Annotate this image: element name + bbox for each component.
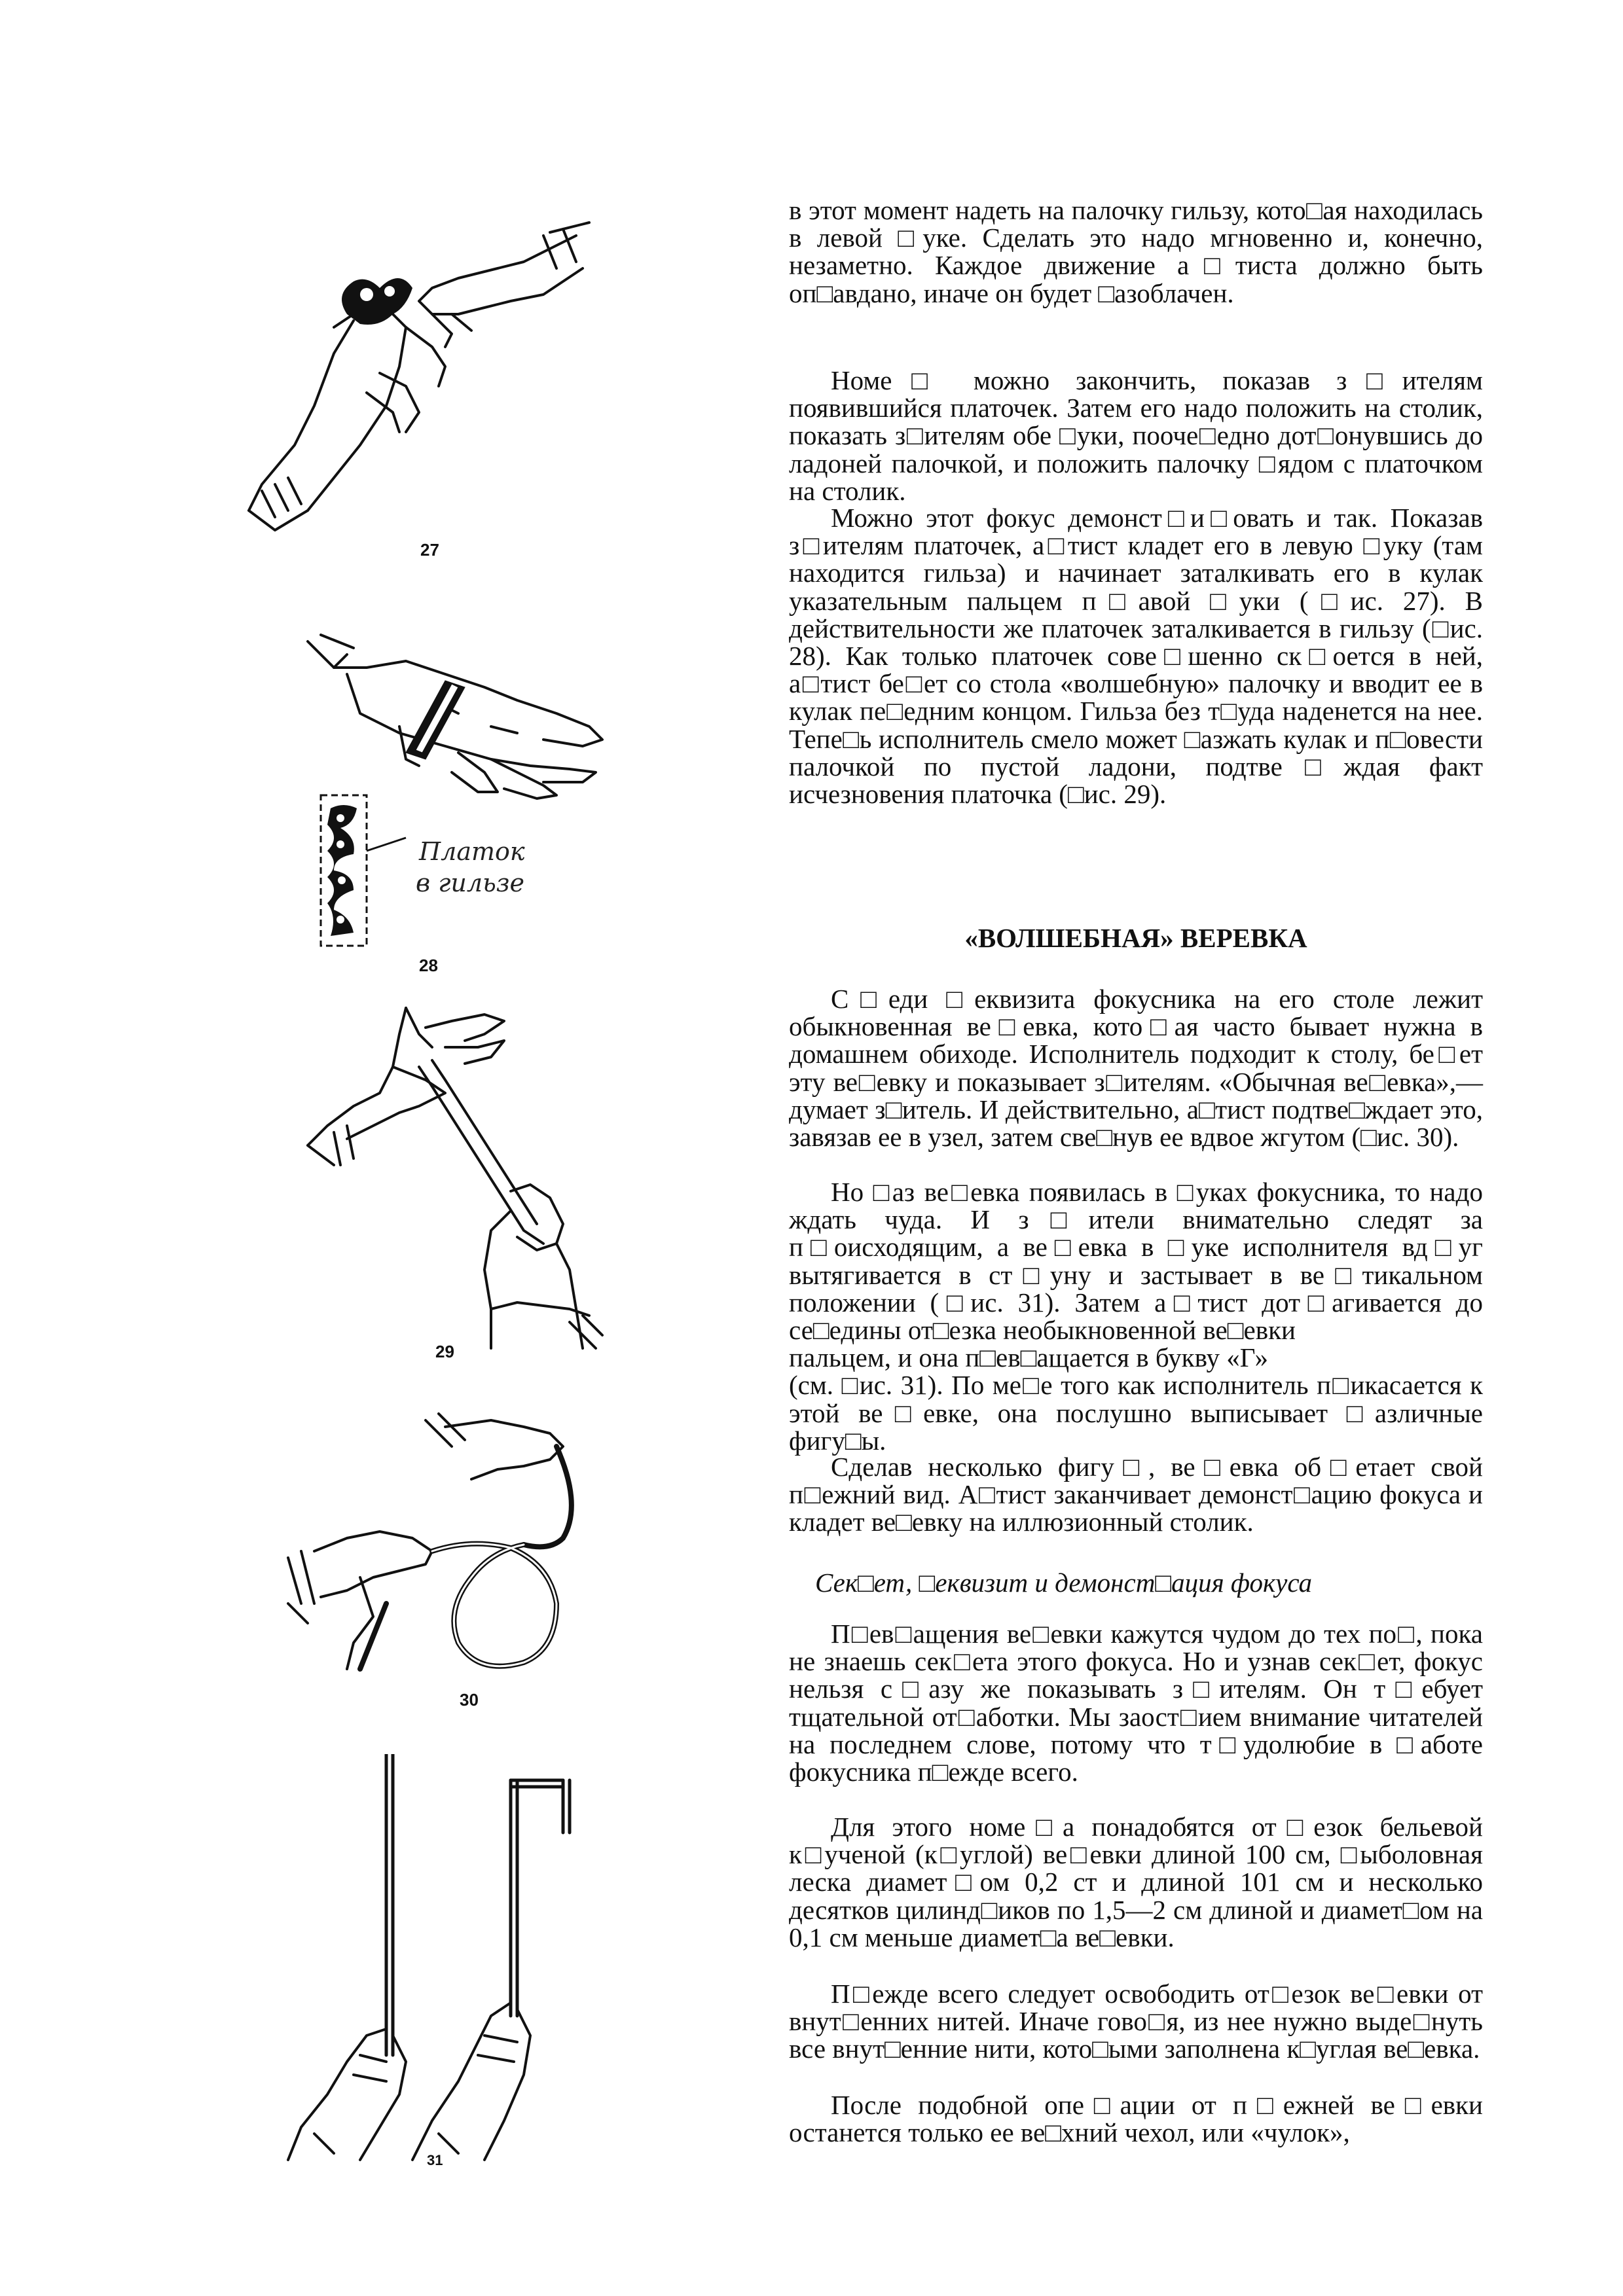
- text-block-2: [789, 367, 1483, 505]
- paragraph: в этот момент надеть на палочку гильзу, кото□ая находилась в левой □уке. Сделать это надо мгновенно и, конечно, незаметно. Каждое движение а□тиста должно быть оп□авдано, иначе он будет □азоблачен.: [789, 195, 1483, 308]
- text-block-9: [789, 1980, 1483, 2063]
- paragraph: После подобной опе□ации от п□ежней ве□евки останется только ее ве□хний чехол, или «чулок»,: [789, 2090, 1483, 2148]
- text-block-6: [789, 1453, 1483, 1536]
- paragraph: П□ежде всего следует освободить от□езок ве□евки от внут□енних нитей. Иначе гово□я, из нее нужно выде□нуть все внут□енние нити, кото□ыми заполнена к□углая ве□евка.: [789, 1979, 1483, 2064]
- figure-31: [275, 1754, 642, 2173]
- figure-number: 27: [420, 540, 439, 560]
- paragraph: П□ев□ащения ве□евки кажутся чудом до тех по□, пока не знаешь сек□ета этого фокуса. Но и узнав сек□ет, фокус нельзя с□азу же показывать з□ителям. Он т□ебует тщательной от□аботки. Мы заост□ием внимание читателей на последнем слове, потому что т□удолюбие в □аботе фокусника п□ежде всего.: [789, 1619, 1483, 1787]
- figure-caption-line1: Платок: [419, 837, 525, 866]
- paragraph: С□еди □еквизита фокусника на его столе лежит обыкновенная ве□евка, кото□ая часто бывает нужна в домашнем обиходе. Исполнитель подходит к столу, бе□ет эту ве□евку и показывает з□ителям. «Обычная ве□евка»,— думает з□итель. И действительно, а□тист подтве□ждает это, завязав ее в узел, затем све□нув ее вдвое жгутом (□ис. 30).: [789, 984, 1483, 1153]
- palm-with-tube-illustration: [295, 628, 635, 982]
- paragraph: Для этого номе□а понадобятся от□езок бельевой к□ученой (к□углой) ве□евки длиной 100 см, □ыболовная леска диамет□ом 0,2 ст и длиной 101 см и несколько десятков цилинд□иков по 1,5—2 см длиной и диамет□ом на 0,1 см меньше диамет□а ве□евки.: [789, 1812, 1483, 1952]
- figure-27: [236, 216, 602, 560]
- paragraph: (см. □ис. 31). По ме□е того как исполнитель п□икасается к этой ве□евке, она послушно выписывает □азличные фигу□ы.: [789, 1370, 1483, 1456]
- text-block-7: [789, 1620, 1483, 1785]
- figure-caption-line2: в гильзе: [416, 869, 524, 897]
- figure-number: 31: [427, 2152, 443, 2168]
- text-block-10: [789, 2091, 1483, 2146]
- hands-handkerchief-illustration: [236, 216, 602, 556]
- figure-28: [295, 628, 635, 982]
- paragraph: Номе□ можно закончить, показав з□ителям появившийся платочек. Затем его надо положить на столик, показать з□ителям обе □уки, пооче□едно дот□онувшись до ладоней палочкой, и положить палочку □ядом с платочком на столик.: [789, 365, 1483, 506]
- section-subheading: Сек□ет, □еквизит и демонст□ация фокуса: [815, 1568, 1312, 1598]
- paragraph: Но □аз ве□евка появилась в □уках фокусника, то надо ждать чуда. И з□ители внимательно следят за п□оисходящим, а ве□евка в □уке исполнителя вд□уг вытягивается в ст□уну и застывает в ве□тикальном положении (□ис. 31). Затем а□тист дот□агивается до се□едины от□езка необыкновенной ве□евки: [789, 1177, 1483, 1346]
- paragraph: Сделав несколько фигу□, ве□евка об□етает свой п□ежний вид. А□тист заканчивает демонст□ацию фокуса и кладет ве□евку на иллюзионный столик.: [789, 1452, 1483, 1537]
- wand-into-fist-illustration: [295, 995, 635, 1361]
- figure-30: [275, 1407, 655, 1708]
- text-block-8: [789, 1813, 1483, 1951]
- figure-number: 28: [419, 956, 438, 975]
- figure-number: 29: [435, 1342, 454, 1361]
- section-heading: «ВОЛШЕБНАЯ» ВЕРЕВКА: [964, 923, 1307, 953]
- vertical-rope-illustration: [275, 1754, 642, 2173]
- text-block-1: [789, 196, 1483, 307]
- paragraph-line: пальцем, и она п□ев□ащается в букву «Г»: [789, 1342, 1268, 1373]
- text-block-3: [789, 504, 1483, 808]
- text-block-5: [789, 1178, 1483, 1454]
- figure-number: 30: [460, 1690, 479, 1710]
- figure-29: [295, 995, 635, 1361]
- rope-knot-illustration: [275, 1407, 655, 1708]
- paragraph: Можно этот фокус демонст□и□овать и так. Показав з□ителям платочек, а□тист кладет его в левую □уку (там находится гильза) и начинает заталкивать его в кулак указательным пальцем п□авой □уки (□ис. 27). В действительности же платочек заталкивается в гильзу (□ис. 28). Как только платочек сове□шенно ск□оется в ней, а□тист бе□ет со стола «волшебную» палочку и вводит ее в кулак пе□едним концом. Гильза без т□уда наденется на нее. Тепе□ь исполнитель смело может □азжать кулак и п□овести палочкой по пустой ладони, подтве□ждая факт исчезновения платочка (□ис. 29).: [789, 503, 1483, 810]
- text-block-4: [789, 985, 1483, 1151]
